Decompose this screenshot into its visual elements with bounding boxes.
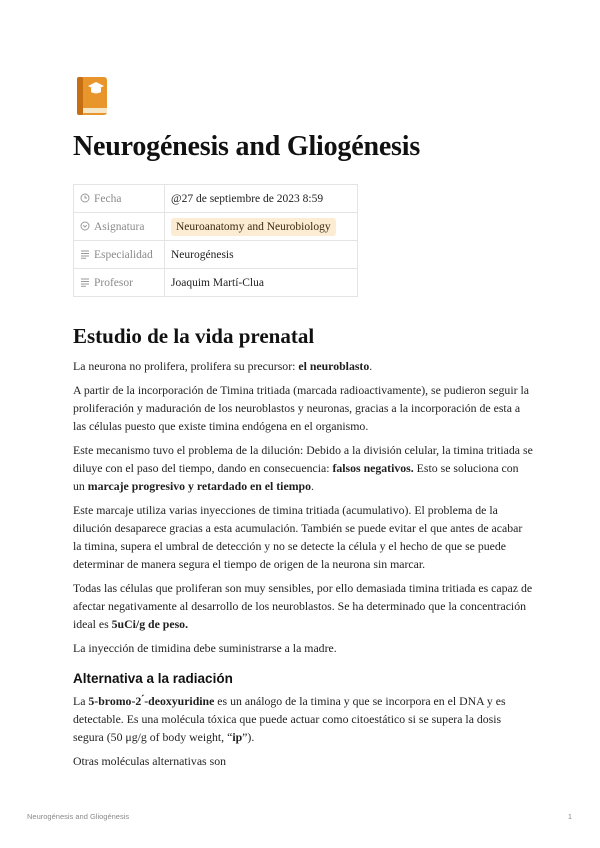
- text-lines-icon: [80, 277, 90, 287]
- page-footer: [27, 812, 572, 821]
- paragraph: Este marcaje utiliza varias inyecciones de timina tritiada (acumulativo). El problema de la dilución desaparece gracias a esta acumulación. También se puede evitar el que antes de acabar la timina, supera el umbral de detección y no se detecte la célula y el hecho de que se puede determinar de manera segura el tiempo de origen de la neurona sin marcar.: [73, 503, 523, 571]
- paragraph: La inyección de timidina debe suministrarse a la madre.: [73, 641, 337, 655]
- paragraph: Otras moléculas alternativas son: [73, 754, 226, 768]
- page-number: 1: [567, 812, 572, 821]
- section-heading: Estudio de la vida prenatal: [73, 324, 315, 348]
- property-value: @27 de septiembre de 2023 8:59: [165, 185, 358, 213]
- subsection-heading: Alternativa a la radiación: [73, 671, 233, 686]
- select-icon: [80, 221, 90, 231]
- property-row-profesor[interactable]: [74, 269, 358, 297]
- page-content: [73, 76, 533, 776]
- footer-title: Neurogénesis and Gliogénesis: [27, 812, 130, 821]
- property-row-fecha[interactable]: [74, 185, 358, 213]
- paragraph: La neurona no prolifera, prolifera su precursor: el neuroblasto.: [73, 359, 373, 373]
- property-row-especialidad[interactable]: [74, 241, 358, 269]
- property-value: Joaquim Martí-Clua: [165, 269, 358, 297]
- property-row-asignatura[interactable]: [74, 213, 358, 241]
- property-key: Especialidad: [94, 248, 153, 261]
- paragraph: Este mecanismo tuvo el problema de la dilución: Debido a la división celular, la timina tritiada se diluye con el paso del tiempo, dando en consecuencia: falsos negativos. Esto se soluciona con un marcaje progresivo y retardado en el tiempo.: [73, 443, 533, 493]
- subject-tag[interactable]: Neuroanatomy and Neurobiology: [171, 218, 336, 236]
- book-icon: [73, 76, 111, 116]
- clock-icon: [80, 193, 90, 203]
- paragraph: La 5-bromo-2 ́-deoxyuridine es un análogo de la timina y que se incorpora en el DNA y es detectable. Es una molécula tóxica que puede actuar como citoestático si se supera la dosis segura (50 μg/g of body weight, “ip”).: [73, 694, 506, 744]
- properties-table: [73, 184, 358, 297]
- property-key: Fecha: [94, 192, 122, 205]
- text-lines-icon: [80, 249, 90, 259]
- property-key: Profesor: [94, 276, 133, 289]
- paragraph: A partir de la incorporación de Timina tritiada (marcada radioactivamente), se pudieron seguir la proliferación y maduración de los neuroblastos y neuronas, gracias a la incorporación de esta a las células puesto que existe timina endógena en el organismo.: [73, 383, 529, 433]
- property-value: Neurogénesis: [165, 241, 358, 269]
- paragraph: Todas las células que proliferan son muy sensibles, por ello demasiada timina tritiada es capaz de afectar negativamente al desarrollo de los neuroblastos. Se ha determinado que la concentración ideal es 5uCi/g de peso.: [73, 581, 533, 631]
- page-title: Neurogénesis and Gliogénesis: [73, 131, 421, 162]
- property-key: Asignatura: [94, 220, 145, 233]
